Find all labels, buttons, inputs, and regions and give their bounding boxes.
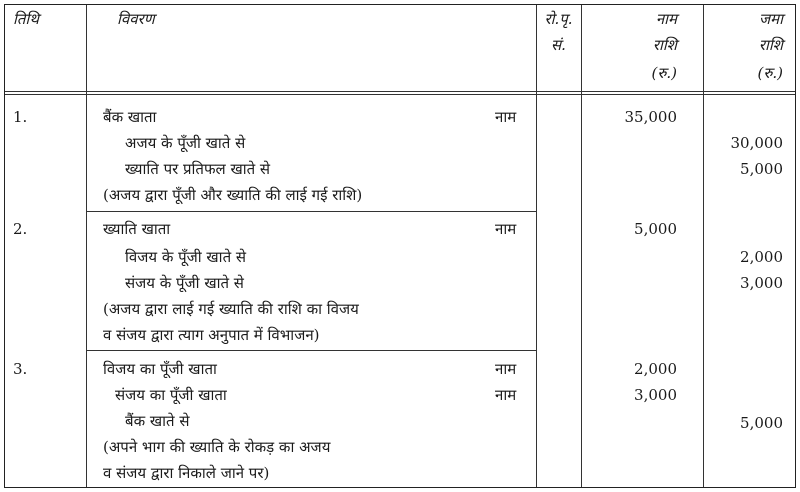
column-divider <box>86 5 87 487</box>
header-credit-line2: राशि <box>758 36 783 54</box>
debit-amount: 3,000 <box>634 386 677 404</box>
header-credit-line3: (रु.) <box>757 64 783 82</box>
credit-amount: 3,000 <box>740 274 783 292</box>
narration: (अजय द्वारा पूँजी और ख्याति की लाई गई राशि) <box>103 186 363 204</box>
debit-account: संजय का पूँजी खाता <box>115 386 227 404</box>
entry-divider <box>86 350 536 351</box>
debit-account: विजय का पूँजी खाता <box>103 360 217 378</box>
header-particulars: विवरण <box>117 10 155 28</box>
dr-label: नाम <box>495 108 517 126</box>
credit-amount: 30,000 <box>730 134 783 152</box>
credit-amount: 5,000 <box>740 414 783 432</box>
credit-amount: 2,000 <box>740 248 783 266</box>
credit-account: संजय के पूँजी खाते से <box>125 274 244 292</box>
debit-amount: 5,000 <box>634 220 677 238</box>
header-date: तिथि <box>13 10 39 28</box>
debit-account: ख्याति खाता <box>103 220 171 238</box>
debit-account: बैंक खाता <box>103 108 157 126</box>
entry-divider <box>86 211 536 212</box>
debit-amount: 35,000 <box>624 108 677 126</box>
dr-label: नाम <box>495 220 517 238</box>
credit-account: विजय के पूँजी खाते से <box>125 248 247 266</box>
header-debit-line2: राशि <box>652 36 677 54</box>
entry-date: 3. <box>13 360 28 378</box>
credit-amount: 5,000 <box>740 160 783 178</box>
header-debit-line3: (रु.) <box>651 64 677 82</box>
dr-label: नाम <box>495 360 517 378</box>
entry-date: 1. <box>13 108 28 126</box>
credit-account: ख्याति पर प्रतिफल खाते से <box>125 160 271 178</box>
narration: व संजय द्वारा निकाले जाने पर) <box>103 464 270 482</box>
header-debit-line1: नाम <box>655 10 677 28</box>
credit-account: बैंक खाते से <box>125 412 190 430</box>
header-lf-line1: रो.पृ. <box>544 10 573 28</box>
journal-table <box>4 4 796 488</box>
header-lf-line2: सं. <box>551 36 566 54</box>
header-credit-line1: जमा <box>759 10 783 28</box>
dr-label: नाम <box>495 386 517 404</box>
entry-date: 2. <box>13 220 28 238</box>
column-divider <box>536 5 537 487</box>
credit-account: अजय के पूँजी खाते से <box>125 134 246 152</box>
narration: (अपने भाग की ख्याति के रोकड़ का अजय <box>103 438 331 456</box>
debit-amount: 2,000 <box>634 360 677 378</box>
header-divider <box>5 91 795 92</box>
narration: (अजय द्वारा लाई गई ख्याति की राशि का विजय <box>103 300 359 318</box>
narration: व संजय द्वारा त्याग अनुपात में विभाजन) <box>103 326 320 344</box>
header-divider <box>5 94 795 95</box>
